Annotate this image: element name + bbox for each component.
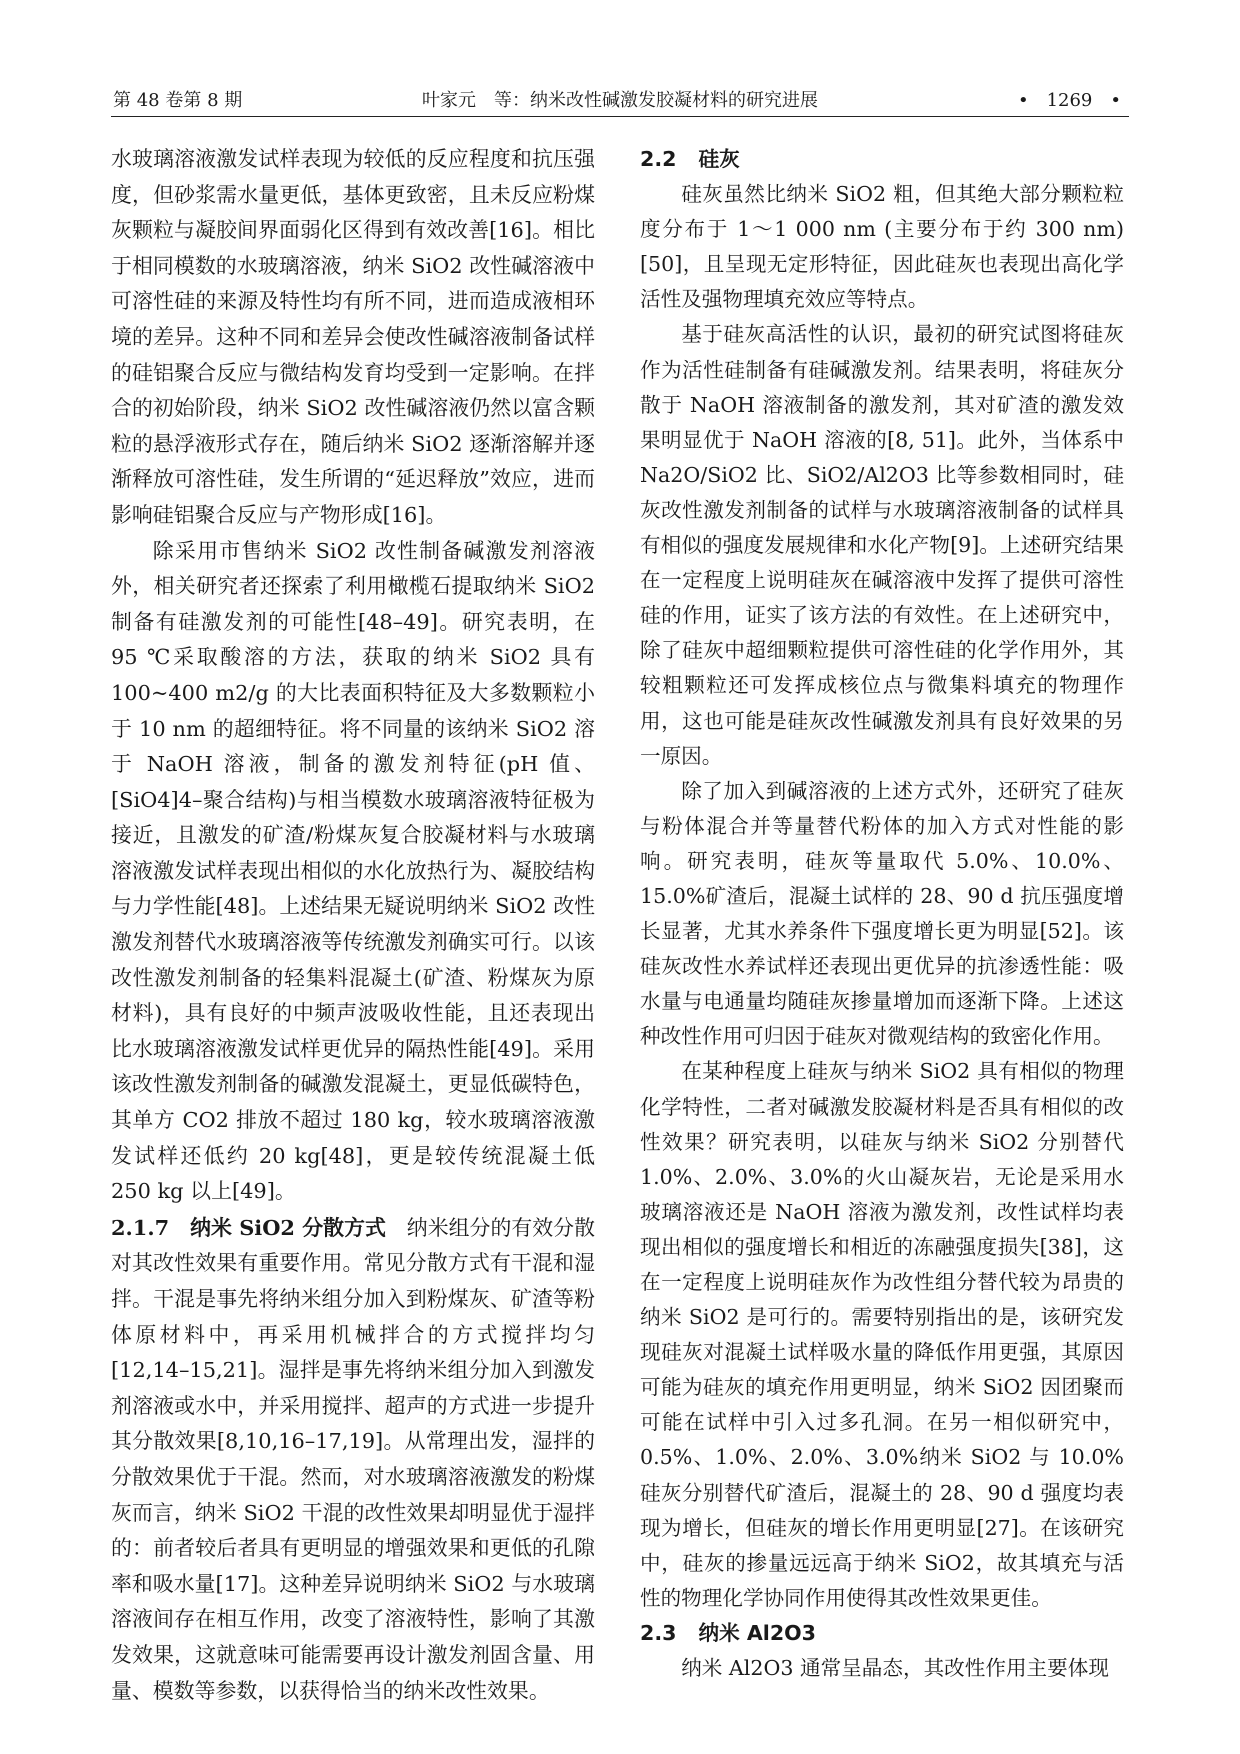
running-header bbox=[111, 86, 1129, 117]
paragraph-text: 纳米组分的有效分散对其改性效果有重要作用。常见分散方式有干混和湿拌。干混是事先将纳米组分加入到粉煤灰、矿渣等粉体原材料中，再采用机械拌合的方式搅拌均匀[12,14–15,21]。湿拌是事先将纳米组分加入到激发剂溶液或水中，并采用搅拌、超声的方式进一步提升其分散效果[8,10,16–17,19]。从常理出发，湿拌的分散效果优于干混。然而，对水玻璃溶液激发的粉煤灰而言，纳米 SiO2 干混的改性效果却明显优于湿拌的：前者较后者具有更明显的增强效果和更低的孔隙率和吸水量[17]。这种差异说明纳米 SiO2 与水玻璃溶液间存在相互作用，改变了溶液特性，影响了其激发效果，这就意味可能需要再设计激发剂固含量、用量、模数等参数，以获得恰当的纳米改性效果。 bbox=[111, 1215, 595, 1703]
section-heading bbox=[640, 142, 1124, 177]
subsection-heading: 2.1.7 纳米 SiO2 分散方式 bbox=[111, 1214, 386, 1240]
running-title: 叶家元 等：纳米改性碱激发胶凝材料的研究进展 bbox=[422, 90, 818, 111]
paragraph bbox=[111, 1210, 595, 1709]
paragraph: 水玻璃溶液激发试样表现为较低的反应程度和抗压强度，但砂浆需水量更低，基体更致密，且未反应粉煤灰颗粒与凝胶间界面弱化区得到有效改善[16]。相比于相同模数的水玻璃溶液，纳米 SiO2 改性碱溶液中可溶性硅的来源及特性均有所不同，进而造成液相环境的差异。这种不同和差异会使改性碱溶液制备试样的硅铝聚合反应与微结构发育均受到一定影响。在拌合的初始阶段，纳米 SiO2 改性碱溶液仍然以富含颗粒的悬浮液形式存在，随后纳米 SiO2 逐渐溶解并逐渐释放可溶性硅，发生所谓的“延迟释放”效应，进而影响硅铝聚合反应与产物形成[16]。 bbox=[111, 147, 595, 527]
section-number: 2.3 bbox=[640, 1620, 677, 1645]
paragraph: 在某种程度上硅灰与纳米 SiO2 具有相似的物理化学特性，二者对碱激发胶凝材料是否具有相似的改性效果？研究表明，以硅灰与纳米 SiO2 分别替代 1.0%、2.0%、3.0%的火山凝灰岩，无论是采用水玻璃溶液还是 NaOH 溶液为激发剂，改性试样均表现出相似的强度增长和相近的冻融强度损失[38]，这在一定程度上说明硅灰作为改性组分替代较为昂贵的纳米 SiO2 是可行的。需要特别指出的是，该研究发现硅灰对混凝土试样吸水量的降低作用更强，其原因可能为硅灰的填充作用更明显，纳米 SiO2 因团聚而可能在试样中引入过多孔洞。在另一相似研究中，0.5%、1.0%、2.0%、3.0%纳米 SiO2 与 10.0%硅灰分别替代矿渣后，混凝土的 28、90 d 强度均表现为增长，但硅灰的增长作用更明显[27]。在该研究中，硅灰的掺量远远高于纳米 SiO2，故其填充与活性的物理化学协同作用使得其改性效果更佳。 bbox=[640, 1059, 1124, 1610]
section-number: 2.2 bbox=[640, 147, 677, 171]
left-column bbox=[111, 142, 595, 1709]
section-title: 硅灰 bbox=[698, 147, 740, 171]
journal-volume-issue: 第 48 卷第 8 期 bbox=[113, 90, 243, 111]
section-title: 纳米 Al2O3 bbox=[698, 1620, 817, 1645]
right-column bbox=[640, 142, 1124, 1686]
section-heading bbox=[640, 1616, 1124, 1651]
paragraph: 硅灰虽然比纳米 SiO2 粗，但其绝大部分颗粒粒度分布于 1～1 000 nm (主要分布于约 300 nm)[50]，且呈现无定形特征，因此硅灰也表现出高化学活性及强物理填充效应等特点。 bbox=[640, 182, 1124, 312]
paragraph: 除采用市售纳米 SiO2 改性制备碱激发剂溶液外，相关研究者还探索了利用橄榄石提取纳米 SiO2 制备有硅激发剂的可能性[48–49]。研究表明，在 95 ℃采取酸溶的方法，获取的纳米 SiO2 具有 100~400 m2/g 的大比表面积特征及大多数颗粒小于 10 nm 的超细特征。将不同量的该纳米 SiO2 溶于 NaOH 溶液，制备的激发剂特征(pH 值、[SiO4]4–聚合结构)与相当模数水玻璃溶液特征极为接近，且激发的矿渣/粉煤灰复合胶凝材料与水玻璃溶液激发试样表现出相似的水化放热行为、凝胶结构与力学性能[48]。上述结果无疑说明纳米 SiO2 改性激发剂替代水玻璃溶液等传统激发剂确实可行。以该改性激发剂制备的轻集料混凝土(矿渣、粉煤灰为原材料)，具有良好的中频声波吸收性能，且还表现出比水玻璃溶液激发试样更优异的隔热性能[49]。采用该改性激发剂制备的碱激发混凝土，更显低碳特色，其单方 CO2 排放不超过 180 kg，较水玻璃溶液激发试样还低约 20 kg[48]，更是较传统混凝土低 250 kg 以上[49]。 bbox=[111, 538, 595, 1204]
page-number: • 1269 • bbox=[1017, 90, 1121, 111]
paragraph: 纳米 Al2O3 通常呈晶态，其改性作用主要体现 bbox=[681, 1656, 1109, 1681]
paragraph: 基于硅灰高活性的认识，最初的研究试图将硅灰作为活性硅制备有硅碱激发剂。结果表明，将硅灰分散于 NaOH 溶液制备的激发剂，其对矿渣的激发效果明显优于 NaOH 溶液的[8, 51]。此外，当体系中 Na2O/SiO2 比、SiO2/Al2O3 比等参数相同时，硅灰改性激发剂制备的试样与水玻璃溶液制备的试样具有相似的强度发展规律和水化产物[9]。上述研究结果在一定程度上说明硅灰在碱溶液中发挥了提供可溶性硅的作用，证实了该方法的有效性。在上述研究中，除了硅灰中超细颗粒提供可溶性硅的化学作用外，其较粗颗粒还可发挥成核位点与微集料填充的物理作用，这也可能是硅灰改性碱激发剂具有良好效果的另一原因。 bbox=[640, 322, 1124, 768]
paragraph: 除了加入到碱溶液的上述方式外，还研究了硅灰与粉体混合并等量替代粉体的加入方式对性能的影响。研究表明，硅灰等量取代 5.0%、10.0%、15.0%矿渣后，混凝土试样的 28、90 d 抗压强度增长显著，尤其水养条件下强度增长更为明显[52]。该硅灰改性水养试样还表现出更优异的抗渗透性能：吸水量与电通量均随硅灰掺量增加而逐渐下降。上述这种改性作用可归因于硅灰对微观结构的致密化作用。 bbox=[640, 778, 1124, 1049]
